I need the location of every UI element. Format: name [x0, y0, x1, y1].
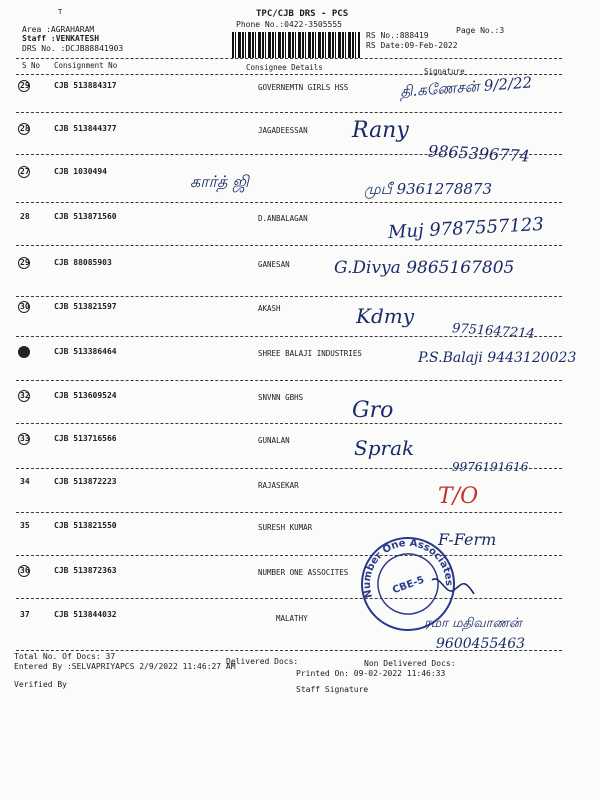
phone-handwritten: 9600455463 — [436, 636, 526, 652]
phone-handwritten: 9976191616 — [452, 460, 529, 474]
consignment-number: CJB 513386464 — [54, 347, 117, 356]
column-divider — [16, 74, 562, 75]
tick-mark — [18, 390, 30, 402]
consignment-number: CJB 88085903 — [54, 258, 112, 267]
row-divider — [16, 202, 562, 203]
consignment-number: CJB 513716566 — [54, 434, 117, 443]
col-signature: Signature — [424, 67, 465, 76]
tick-mark — [18, 257, 30, 269]
page-number: Page No.:3 — [456, 26, 505, 35]
row-number: 35 — [20, 521, 30, 530]
stamp-inner-text: CBE-5 — [391, 574, 426, 597]
tick-mark — [18, 123, 30, 135]
consignment-number: CJB 513609524 — [54, 391, 117, 400]
consignment-number: CJB 513871560 — [54, 212, 117, 221]
row-divider — [16, 598, 562, 599]
consignee-details: SURESH KUMAR — [258, 523, 313, 532]
staff-label: Staff :VENKATESH — [22, 34, 100, 43]
row-divider — [16, 245, 562, 246]
corner-mark: T — [58, 8, 63, 16]
consignee-details: SHREE BALAJI INDUSTRIES — [258, 349, 362, 358]
row-divider — [16, 423, 562, 424]
col-consignee: Consignee Details — [246, 63, 323, 72]
consignment-number: CJB 513872223 — [54, 477, 117, 486]
rs-number: RS No.:888419 — [366, 31, 429, 40]
row-number: 28 — [20, 212, 30, 221]
row-divider — [16, 650, 562, 651]
consignee-details: GANESAN — [258, 260, 290, 269]
row-number: 34 — [20, 477, 30, 486]
tick-mark — [18, 433, 30, 445]
signature: Kdmy — [356, 304, 415, 328]
area-label: Area :AGRAHARAM — [22, 25, 95, 34]
row-number: 37 — [20, 610, 30, 619]
consignment-number: CJB 513821597 — [54, 302, 117, 311]
consignee-details: SNVNN GBHS — [258, 393, 304, 402]
tick-mark — [18, 301, 30, 313]
consignee-details: GOVERNEMTN GIRLS HSS — [258, 83, 349, 92]
consignment-number: CJB 1030494 — [54, 167, 107, 176]
signature: F-Ferm — [438, 530, 497, 549]
row-divider — [16, 380, 562, 381]
consignment-number: CJB 513844377 — [54, 124, 117, 133]
row-number: 33 — [20, 434, 30, 443]
tick-mark — [18, 166, 30, 178]
row-number: 29 — [20, 258, 30, 267]
row-number: 29 — [20, 81, 30, 90]
consignee-details: D.ANBALAGAN — [258, 214, 308, 223]
stamp-outer-text: Number One Associates — [361, 537, 455, 600]
row-number: 36 — [20, 566, 30, 575]
verified-by: Verified By — [14, 680, 67, 689]
signature: முபீ 9361278873 — [364, 180, 493, 198]
signature: P.S.Balaji 9443120023 — [418, 350, 577, 366]
col-consignment: Consignment No — [54, 61, 118, 70]
document-title: TPC/CJB DRS - PCS — [256, 9, 349, 19]
signature: G.Divya 9865167805 — [334, 258, 515, 278]
row-divider — [16, 468, 562, 469]
entered-by: Entered By :SELVAPRIYAPCS 2/9/2022 11:46:27 AM — [14, 662, 236, 671]
tick-mark — [18, 565, 30, 577]
consignee-details: MALATHY — [276, 614, 308, 623]
row-divider — [16, 336, 562, 337]
row-divider — [16, 555, 562, 556]
col-sno: S No — [22, 61, 41, 70]
total-docs: Total No. Of Docs: 37 — [14, 652, 116, 661]
signature: ரமா மதிவாணன் — [424, 616, 522, 631]
row-number: 27 — [20, 167, 30, 176]
staff-signature: Staff Signature — [296, 685, 369, 694]
row-divider — [16, 154, 562, 155]
tick-mark — [18, 346, 30, 358]
consignee-details: JAGADEESSAN — [258, 126, 308, 135]
consignment-number: CJB 513872363 — [54, 566, 117, 575]
consignment-number: CJB 513844032 — [54, 610, 117, 619]
handwritten-note: கார்த் ஜி — [190, 172, 249, 191]
row-number: 30 — [20, 302, 30, 311]
signature: Gro — [352, 398, 394, 423]
drs-number: DRS No. :DCJB88841903 — [22, 44, 124, 53]
printed-on: Printed On: 09-02-2022 11:46:33 — [296, 669, 446, 678]
signature: Sprak — [354, 436, 415, 460]
delivered-docs: Delivered Docs: — [226, 657, 299, 666]
consignee-details: AKASH — [258, 304, 281, 313]
consignment-number: CJB 513821550 — [54, 521, 117, 530]
signature: தி.கணேசன் 9/2/22 — [399, 73, 533, 101]
row-number: 28 — [20, 124, 30, 133]
non-delivered-docs: Non Delivered Docs: — [364, 659, 456, 668]
consignee-details: GUNALAN — [258, 436, 290, 445]
consignment-number: CJB 513884317 — [54, 81, 117, 90]
consignee-details: NUMBER ONE ASSOCITES — [258, 568, 349, 577]
row-number: 32 — [20, 391, 30, 400]
phone-handwritten: 9751647214 — [451, 321, 536, 342]
header-divider — [16, 58, 562, 59]
tick-mark — [18, 80, 30, 92]
signature: Muj 9787557123 — [387, 213, 545, 244]
row-divider — [16, 512, 562, 513]
signature: T/O — [438, 484, 479, 509]
barcode — [232, 32, 360, 58]
row-divider — [16, 112, 562, 113]
signature: Rany — [352, 118, 409, 143]
row-divider — [16, 296, 562, 297]
phone-handwritten: 9865396774 — [427, 141, 531, 166]
phone-number: Phone No.:0422-3505555 — [236, 20, 342, 29]
rs-date: RS Date:09-Feb-2022 — [366, 41, 458, 50]
consignee-details: RAJASEKAR — [258, 481, 299, 490]
